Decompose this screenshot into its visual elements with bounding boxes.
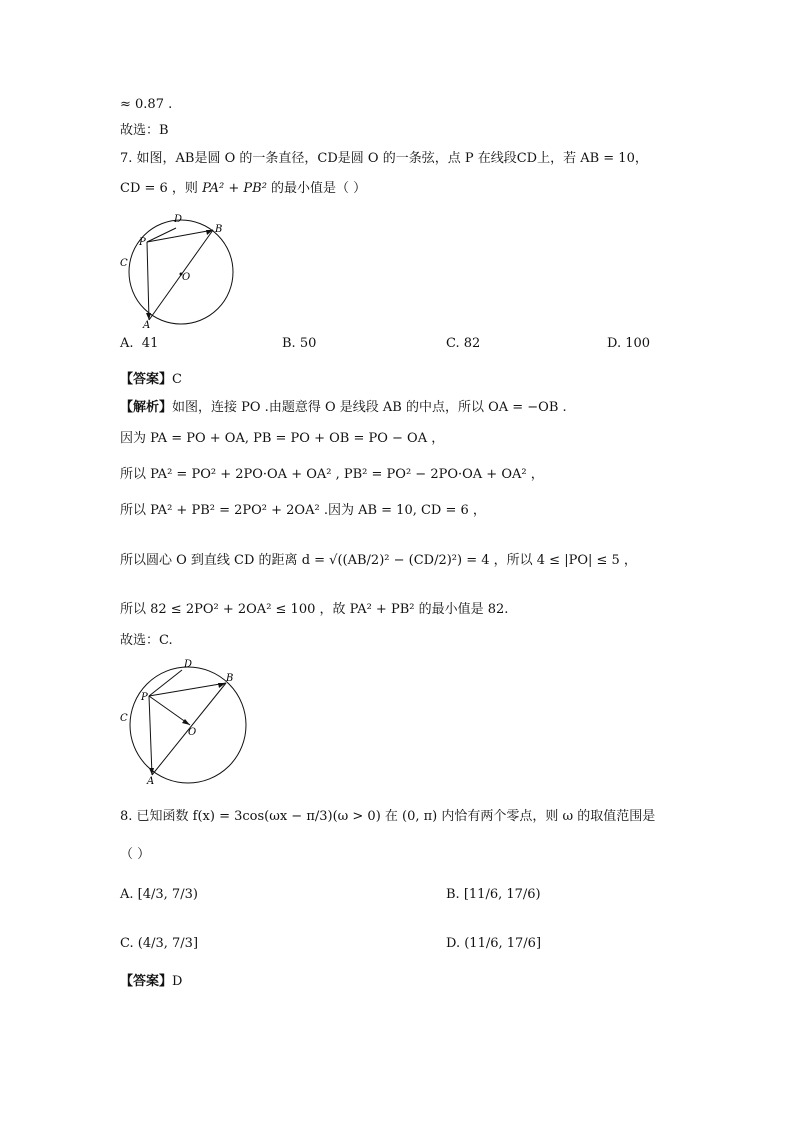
q7-analysis-line-4: 所以 PA² + PB² = 2PO² + 2OA² .因为 AB = 10, CD = 6 ， (120, 503, 486, 518)
q7-choose-c: 故选：C. (120, 633, 173, 648)
q8-option-c: C. (4/3, 7/3] (120, 936, 199, 951)
q7-line2-b: 的最小值是（ ） (271, 181, 367, 196)
fig1-label-b: B (215, 224, 223, 235)
fig2-label-o: O (188, 727, 197, 738)
fig2-label-d: D (184, 659, 193, 670)
q7-analysis-line-1: 【解析】如图，连接 PO .由题意得 O 是线段 AB 的中点，所以 OA = −OB . (120, 400, 567, 415)
fig1-label-a: A (143, 320, 151, 330)
fig2-label-a: A (147, 776, 155, 785)
q7-line2 (120, 180, 366, 198)
q7-line2-a: CD = 6 ，则 (120, 181, 198, 196)
q7-option-a: A. 41 (120, 336, 159, 351)
q7-expression: PA² + PB² (202, 181, 267, 196)
fig2-label-b: B (226, 673, 234, 684)
fig2-label-p: P (141, 692, 148, 703)
q8-answer (120, 973, 182, 991)
q7-option-d: D. 100 (607, 336, 651, 351)
q7-analysis-line-5: 所以圆心 O 到直线 CD 的距离 d = √((AB/2)² − (CD/2)²) = 4 ，所以 4 ≤ |PO| ≤ 5 ， (120, 553, 637, 568)
fig2-label-c: C (120, 713, 128, 724)
answer-tag: 【答案】 (120, 372, 173, 387)
q8-line1: 8. 已知函数 f(x) = 3cos(ωx − π/3)(ω > 0) 在 (0, π) 内恰有两个零点，则 ω 的取值范围是 (120, 809, 656, 824)
q8-line2: （ ） (120, 847, 151, 862)
approx-value: ≈ 0.87 . (120, 97, 173, 112)
q7-option-c: C. 82 (446, 336, 481, 351)
q8-option-b: B. [11/6, 17/6) (446, 887, 541, 902)
q7-option-b: B. 50 (282, 336, 317, 351)
fig1-label-c: C (120, 258, 128, 269)
q7-analysis-line-2: 因为 PA = PO + OA, PB = PO + OB = PO − OA ， (120, 431, 445, 446)
q8-option-a: A. [4/3, 7/3) (120, 887, 198, 902)
fig1-label-o: O (182, 272, 191, 283)
q7-answer (120, 371, 182, 389)
q7-figure-2 (116, 655, 251, 785)
choose-b: 故选：B (120, 123, 169, 138)
answer-value: D (172, 974, 183, 989)
q7-figure-1 (116, 210, 241, 330)
analysis-tag: 【解析】 (120, 400, 173, 415)
answer-value: C (172, 372, 182, 387)
q8-option-d: D. (11/6, 17/6] (446, 936, 542, 951)
fig1-label-p: P (139, 237, 146, 248)
fig1-label-d: D (174, 214, 183, 225)
q7-analysis-line-3: 所以 PA² = PO² + 2PO·OA + OA² , PB² = PO² − 2PO·OA + OA² ， (120, 467, 544, 482)
answer-tag: 【答案】 (120, 974, 173, 989)
q7-line1: 7. 如图，AB是圆 O 的一条直径，CD是圆 O 的一条弦，点 P 在线段CD上，若 AB = 10， (120, 151, 648, 166)
q7-analysis-line-6: 所以 82 ≤ 2PO² + 2OA² ≤ 100 ，故 PA² + PB² 的最小值是 82. (120, 602, 509, 617)
